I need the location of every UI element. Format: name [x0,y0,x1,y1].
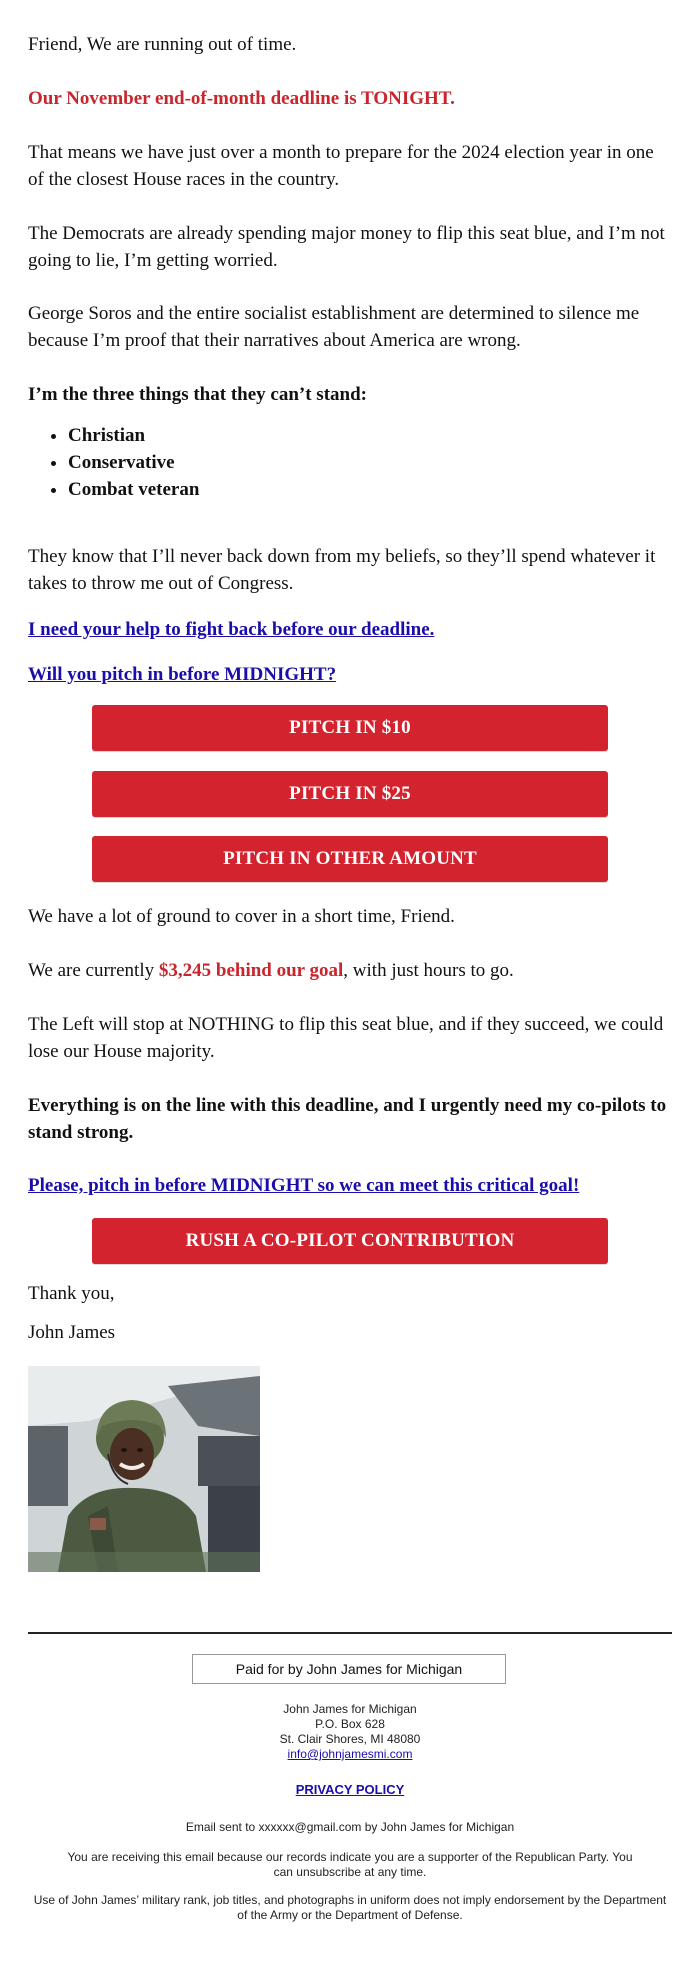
email-sent-notice: Email sent to xxxxxx@gmail.com by John James for Michigan [185,1820,515,1834]
privacy-policy-link[interactable]: PRIVACY POLICY [295,1782,405,1797]
pilot-illustration [28,1366,260,1572]
footer-org: John James for Michigan [283,1702,417,1716]
paragraph-goal [28,957,672,984]
footer-city: St. Clair Shores, MI 48080 [279,1732,421,1746]
critical-goal-link[interactable]: Please, pitch in before MIDNIGHT so we can meet this critical goal! [28,1175,580,1196]
paragraph-democrats: The Democrats are already spending major money to flip this seat blue, and I’m not going to lie, I’m getting worried. [28,223,665,271]
footer-address [28,1702,672,1762]
deadline-headline: Our November end-of-month deadline is TONIGHT. [28,88,455,109]
list-item: • Combat veteran [68,476,199,503]
paragraph-election-year: That means we have just over a month to prepare for the 2024 election year in one of the closest House races in the country. [28,142,654,190]
paragraph-on-the-line: Everything is on the line with this deadline, and I urgently need my co-pilots to stand strong. [28,1095,667,1143]
pitch-midnight-link[interactable]: Will you pitch in before MIDNIGHT? [28,664,337,685]
fight-back-link[interactable]: I need your help to fight back before our deadline. [28,619,435,640]
three-things-heading: I’m the three things that they can’t stand: [28,384,367,405]
link-fight-back-row [28,616,672,643]
footer-divider [28,1632,672,1634]
paid-for-box: Paid for by John James for Michigan [192,1654,506,1684]
goal-prefix: We are currently [28,960,159,981]
signoff: Thank you, [28,1283,115,1304]
rush-copilot-button[interactable]: RUSH A CO-PILOT CONTRIBUTION [92,1218,608,1264]
pitch-other-amount-button[interactable]: PITCH IN OTHER AMOUNT [92,836,608,882]
link-midnight-row [28,661,672,688]
three-things-list [28,422,199,503]
paragraph-soros: George Soros and the entire socialist establishment are determined to silence me because I’m proof that their narratives about America are wrong. [28,303,640,351]
greeting: Friend, We are running out of time. [28,34,297,55]
signature: John James [28,1322,116,1343]
list-item: • Conservative [68,449,199,476]
link-critical-goal-row [28,1172,672,1199]
goal-amount: $3,245 behind our goal [158,960,344,981]
list-item: • Christian [68,422,199,449]
receiving-notice: You are receiving this email because our records indicate you are a supporter of the Republican Party. You can unsubscribe at any time. [67,1850,633,1879]
goal-suffix: , with just hours to go. [343,960,514,981]
privacy-row [28,1782,672,1798]
paragraph-left-nothing: The Left will stop at NOTHING to flip this seat blue, and if they succeed, we could lose our House majority. [28,1014,664,1062]
paragraph-ground-to-cover: We have a lot of ground to cover in a short time, Friend. [28,906,455,927]
paragraph-never-back-down: They know that I’ll never back down from my beliefs, so they’ll spend whatever it takes to throw me out of Congress. [28,546,656,594]
pilot-photo [28,1366,260,1572]
pitch-10-button[interactable]: PITCH IN $10 [92,705,608,751]
pitch-25-button[interactable]: PITCH IN $25 [92,771,608,817]
footer-po-box: P.O. Box 628 [315,1717,385,1731]
footer-email-link[interactable]: info@johnjamesmi.com [287,1747,413,1761]
military-disclaimer: Use of John James’ military rank, job titles, and photographs in uniform does not imply endorsement by the Department of the Army or the Department of Defense. [33,1893,667,1922]
